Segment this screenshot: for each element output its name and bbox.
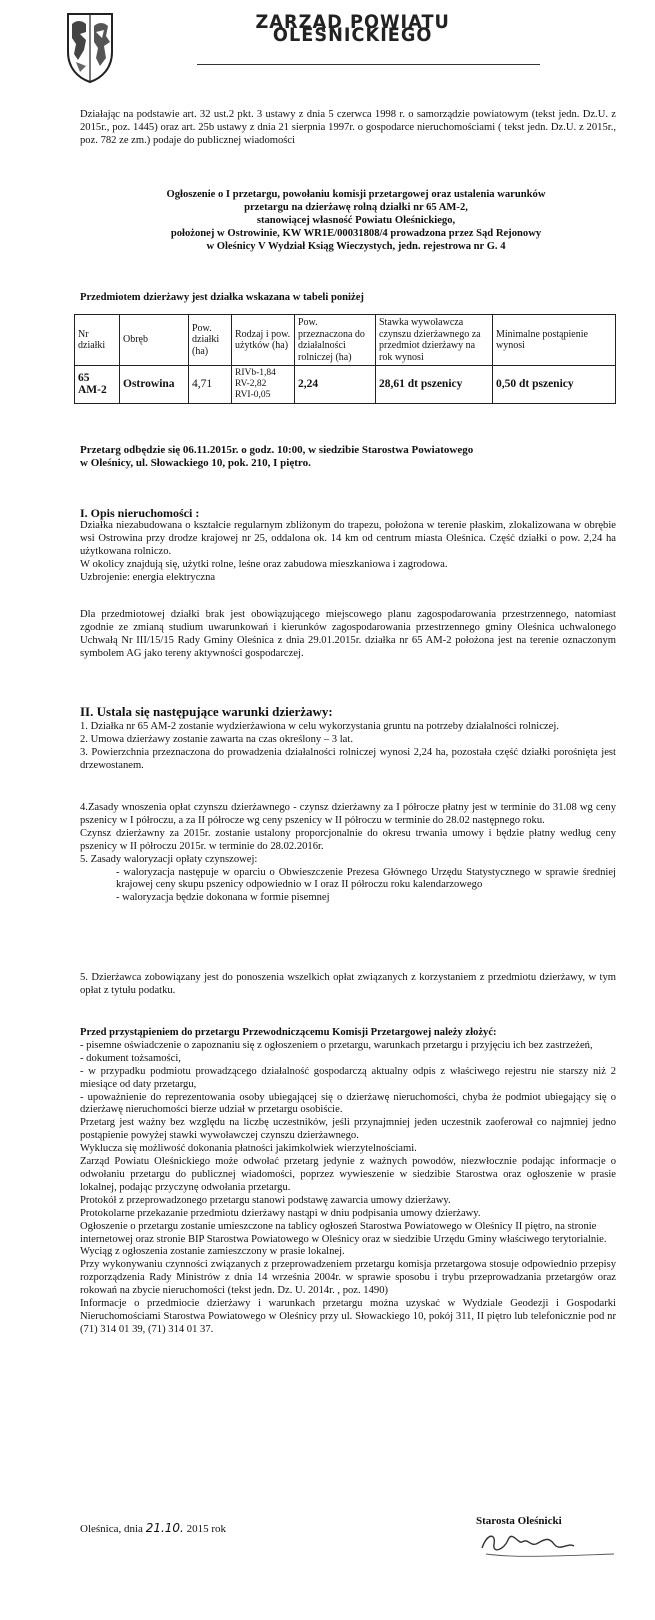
- auction-line: Przetarg odbędzie się 06.11.2015r. o godz. 10:00, w siedzibie Starostwa Powiatowego: [80, 444, 474, 456]
- parcel-table: [74, 314, 616, 404]
- place-suffix: 2015 rok: [186, 1523, 227, 1535]
- auction-line: w Oleśnicy, ul. Słowackiego 10, pok. 210, I piętro.: [80, 456, 311, 469]
- col-header-pow: Pow. działki (ha): [189, 315, 232, 366]
- condition-item: 1. Działka nr 65 AM-2 zostanie wydzierżawiona w celu wykorzystania gruntu na potrzeby działalności rolniczej.: [80, 721, 559, 732]
- place-date: [80, 1522, 226, 1536]
- prior-item: - dokument tożsamości,: [80, 1052, 181, 1064]
- condition-subitem: - waloryzacja będzie dokonana w formie pisemnej: [116, 892, 330, 904]
- prior-paragraph: Protokolarne przekazanie przedmiotu dzierżawy nastąpi w dniu podpisania umowy dzierżawy.: [80, 1207, 481, 1219]
- prior-paragraph: Zarząd Powiatu Oleśnickiego może odwołać przetarg jedynie z ważnych powodów, niezwłocznie podając informacje o odwołaniu przetargu do publicznej wiadomości, poprzez wywieszenie w siedzibie Starostwa oraz ogłoszenie w prasie lokalnej, podając przyczynę odwołania przetargu.: [80, 1156, 616, 1193]
- announcement-line: w Oleśnicy V Wydział Ksiąg Wieczystych, jedn. rejestrowa nr G. 4: [206, 240, 506, 252]
- col-header-nr: Nr działki: [75, 315, 120, 366]
- prior-item: - pisemne oświadczenie o zapoznaniu się z ogłoszeniem o przetargu, warunkach przetargu i przyjęciu ich bez zastrzeżeń,: [80, 1039, 593, 1051]
- prior-paragraph: Protokół z przeprowadzonego przetargu stanowi podstawę zawarcia umowy dzierżawy.: [80, 1194, 451, 1206]
- announcement-line: Ogłoszenie o I przetargu, powołaniu komisji przetargowej oraz ustalenia warunków: [166, 189, 546, 200]
- section1-description: [80, 520, 616, 585]
- col-header-min: Minimalne postąpienie wynosi: [493, 315, 616, 366]
- condition-item: 2. Umowa dzierżawy zostanie zawarta na czas określony – 3 lat.: [80, 733, 353, 745]
- cell-min: 0,50 dt pszenicy: [493, 366, 616, 404]
- cell-obreb: Ostrowina: [120, 366, 189, 404]
- cell-rodzaj-line: RV-2,82: [235, 379, 267, 389]
- cell-stawka: 28,61 dt pszenicy: [376, 366, 493, 404]
- prior-paragraph: Przy wykonywaniu czynności związanych z przeprowadzeniem przetargu komisja przetargowa stosuje odpowiednio przepisy rozporządzenia Rady Ministrów z dnia 14 września 2004r. w sprawie sposobu i trybu przeprowadzania przetargów oraz rokowań na zbycie nieruchomości (tekst jedn. Dz. U. 2014r. , poz. 1490): [80, 1259, 616, 1297]
- announcement-line: stanowiącej własność Powiatu Oleśnickiego,: [256, 214, 456, 226]
- prior-paragraph: Przetarg jest ważny bez względu na liczbę uczestników, jeśli przynajmniej jeden uczestnik zaoferował co najmniej jedno postąpienie powyżej stawki wywoławczej czynszu dzierżawnego.: [80, 1117, 616, 1142]
- prior-paragraph: Informacje o przedmiocie dzierżawy i warunkach przetargu można uzyskać w Wydziale Geodezji i Gospodarki Nieruchomościami Starostwa Powiatowego w Oleśnicy przy ul. Słowackiego 10, pokój 311, II piętro lub telefonicznie pod nr (71) 314 01 39, (71) 314 01 37.: [80, 1298, 616, 1335]
- subject-heading: Przedmiotem dzierżawy jest działka wskazana w tabeli poniżej: [80, 292, 364, 303]
- section1-heading: I. Opis nieruchomości :: [80, 506, 200, 520]
- prior-paragraph: Ogłoszenie o przetargu zostanie umieszczone na tablicy ogłoszeń Starostwa Powiatowego w Oleśnicy II piętro, na stronie internetowej oraz stronie BIP Starostwa Powiatowego w Oleśnicy oraz w siedzibie Urzędu Gminy właściwego terytorialnie.: [80, 1220, 607, 1245]
- place-prefix: Oleśnica, dnia: [80, 1523, 143, 1535]
- col-header-rodzaj: Rodzaj i pow. użytków (ha): [232, 315, 295, 366]
- condition-subitem: - waloryzacja następuje w oparciu o Obwieszczenie Prezesa Głównego Urzędu Statystycznego w sprawie średniej krajowej ceny skupu pszenicy odpowiednio w I oraz II półroczu roku kalendarzowego: [116, 866, 616, 891]
- condition-item: Czynsz dzierżawny za 2015r. zostanie ustalony proporcjonalnie do okresu trwania umowy i będzie płatny według ceny pszenicy w II półroczu 2015r. w terminie do 28.02.2016r.: [80, 827, 616, 852]
- prior-requirements: [80, 1027, 616, 1337]
- table-header-row: [75, 315, 616, 366]
- condition-item: 3. Powierzchnia przeznaczona do prowadzenia działalności rolniczej wynosi 2,24 ha, pozostała część działki porośnięta jest drzewostanem.: [80, 746, 616, 771]
- cell-rodzaj: [232, 366, 295, 404]
- header-title: ZARZĄD POWIATU OLEŚNICKIEGO: [255, 11, 450, 46]
- announcement-line: położonej w Ostrowinie, KW WR1E/00031808/4 prowadzona przez Sąd Rejonowy: [170, 227, 542, 239]
- cell-nr-line: AM-2: [78, 383, 107, 396]
- header-divider: [197, 64, 540, 65]
- section2-conditions: [80, 721, 616, 773]
- prior-heading: Przed przystąpieniem do przetargu Przewodniczącemu Komisji Przetargowej należy złożyć:: [80, 1027, 497, 1038]
- auction-info: [80, 444, 616, 470]
- announcement-title: [96, 189, 616, 254]
- handwritten-signature-icon: [474, 1514, 624, 1562]
- handwritten-date: 21.10.: [145, 1521, 184, 1535]
- cell-pow: 4,71: [189, 366, 232, 404]
- table-row: [75, 366, 616, 404]
- cell-nr-line: 65: [78, 372, 90, 384]
- section1-paragraph: W okolicy znajdują się, użytki rolne, leśne oraz zabudowa mieszkaniowa i zagrodowa.: [80, 558, 448, 570]
- cell-rodzaj-line: RVI-0,05: [235, 390, 271, 400]
- section2-payment: [80, 802, 616, 905]
- eagle-coat-of-arms-icon: [66, 12, 114, 84]
- prior-item: - upoważnienie do reprezentowania osoby ubiegającej się o dzierżawę nieruchomości, chyba że podmiot ubiegający się o dzierżawę nieruchomości bierze udział w przetargu osobiście.: [80, 1091, 616, 1116]
- cell-nr: [75, 366, 120, 404]
- col-header-przezn: Pow. przeznaczona do działalności rolniczej (ha): [295, 315, 376, 366]
- intro-paragraph: Działając na podstawie art. 32 ust.2 pkt. 3 ustawy z dnia 5 czerwca 1998 r. o samorządzie powiatowym (tekst jedn. Dz.U. z 2015r., poz. 1445) oraz art. 25b ustawy z dnia 21 sierpnia 1997r. o gospodarce nieruchomościami ( tekst jedn. Dz.U. z 2015r., poz. 782 ze zm.) podaje do publicznej wiadomości: [80, 109, 616, 146]
- condition-item: 5. Zasady waloryzacji opłaty czynszowej:: [80, 853, 258, 865]
- prior-paragraph: Wyciąg z ogłoszenia zostanie zamieszczony w prasie lokalnej.: [80, 1246, 345, 1258]
- col-header-stawka: Stawka wywoławcza czynszu dzierżawnego za przedmiot dzierżawy na rok wynosi: [376, 315, 493, 366]
- section1-planning-paragraph: Dla przedmiotowej działki brak jest obowiązującego miejscowego planu zagospodarowania przestrzennego, natomiast zgodnie ze zmianą studium uwarunkowań i kierunków zagospodarowania przestrzennego gminy Oleśnica uchwalonego Uchwałą Nr III/15/15 Rady Gminy Oleśnica z dnia 29.01.2015r. działka nr 65 AM-2 położona jest na terenie oznaczonym symbolem AG jako tereny aktywności gospodarczej.: [80, 609, 616, 659]
- section2-heading: II. Ustala się następujące warunki dzierżawy:: [80, 704, 333, 719]
- section2-obligation: 5. Dzierżawca zobowiązany jest do ponoszenia wszelkich opłat związanych z korzystaniem z przedmiotu dzierżawy, w tym opłat z tytułu podatku.: [80, 972, 616, 996]
- section1-paragraph: Uzbrojenie: energia elektryczna: [80, 571, 216, 583]
- announcement-line: przetargu na dzierżawę rolną działki nr 65 AM-2,: [244, 201, 468, 213]
- col-header-obreb: Obręb: [120, 315, 189, 366]
- prior-paragraph: Wyklucza się możliwość dokonania płatności jakimkolwiek wierzytelnościami.: [80, 1143, 417, 1155]
- prior-item: - w przypadku podmiotu prowadzącego działalność gospodarczą aktualny odpis z właściwego rejestru nie starszy niż 2 miesiące od daty przetargu,: [80, 1065, 616, 1090]
- section1-paragraph: Działka niezabudowana o kształcie regularnym zbliżonym do trapezu, położona w terenie płaskim, zlokalizowana w obrębie wsi Ostrowina przy drodze krajowej nr 25, oddalona ok. 14 km od centrum miasta Oleśnica. Część działki o pow. 2,24 ha użytkowana rolniczo.: [80, 520, 616, 557]
- starosta-stamp: Starosta Oleśnicki: [476, 1515, 562, 1527]
- cell-przezn: 2,24: [295, 366, 376, 404]
- condition-item: 4.Zasady wnoszenia opłat czynszu dzierżawnego - czynsz dzierżawny za I półrocze płatny jest w terminie do 31.08 wg ceny pszenicy w I półroczu, a za II półrocze wg ceny pszenicy w II półroczu w terminie do 28.02 następnego roku.: [80, 802, 616, 826]
- cell-rodzaj-line: RIVb-1,84: [235, 368, 276, 378]
